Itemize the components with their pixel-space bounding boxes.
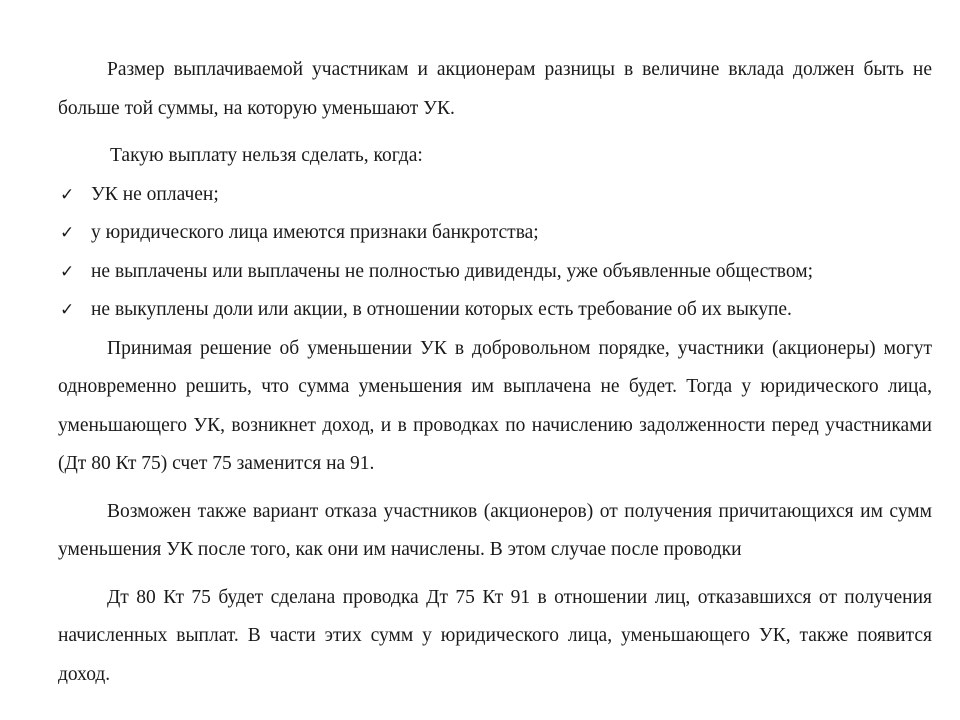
list-item (58, 253, 932, 292)
list-item-text: у юридического лица имеются признаки банкротства; (91, 222, 539, 243)
checkmark-icon: ✓ (60, 184, 75, 205)
checkmark-icon: ✓ (60, 261, 75, 282)
paragraph-payout-forbidden-intro: Такую выплату нельзя сделать, когда: (110, 145, 423, 166)
list-item (58, 214, 932, 253)
paragraph-voluntary-reduction: Принимая решение об уменьшении УК в добровольном порядке, участники (акционеры) могут одновременно решить, что сумма уменьшения им выплачена не будет. Тогда у юридического лица, уменьшающего УК, возникнет доход, и в проводках по начислению задолженности перед участниками (Дт 80 Кт 75) счет 75 заменится на 91. (58, 337, 932, 474)
list-item (58, 176, 932, 215)
paragraph-payout-limit: Размер выплачиваемой участникам и акционерам разницы в величине вклада должен быть не больше той суммы, на которую уменьшают УК. (58, 59, 932, 119)
paragraph-posting-entry: Дт 80 Кт 75 будет сделана проводка Дт 75 Кт 91 в отношении лиц, отказавшихся от получения начисленных выплат. В части этих сумм у юридического лица, уменьшающего УК, также появится доход. (58, 586, 932, 685)
list-item-text: не выкуплены доли или акции, в отношении которых есть требование об их выкупе. (91, 299, 792, 320)
checkmark-icon: ✓ (60, 300, 75, 320)
list-item-text: УК не оплачен; (91, 183, 219, 205)
checkmark-icon: ✓ (60, 223, 75, 243)
document-page (58, 51, 932, 703)
paragraph-refusal-option: Возможен также вариант отказа участников (акционеров) от получения причитающихся им сумм уменьшения УК после того, как они им начислены. В этом случае после проводки (58, 500, 932, 560)
list-item (58, 291, 932, 330)
restriction-checklist (58, 176, 932, 330)
list-item-text: не выплачены или выплачены не полностью дивиденды, уже объявленные обществом; (91, 260, 814, 282)
